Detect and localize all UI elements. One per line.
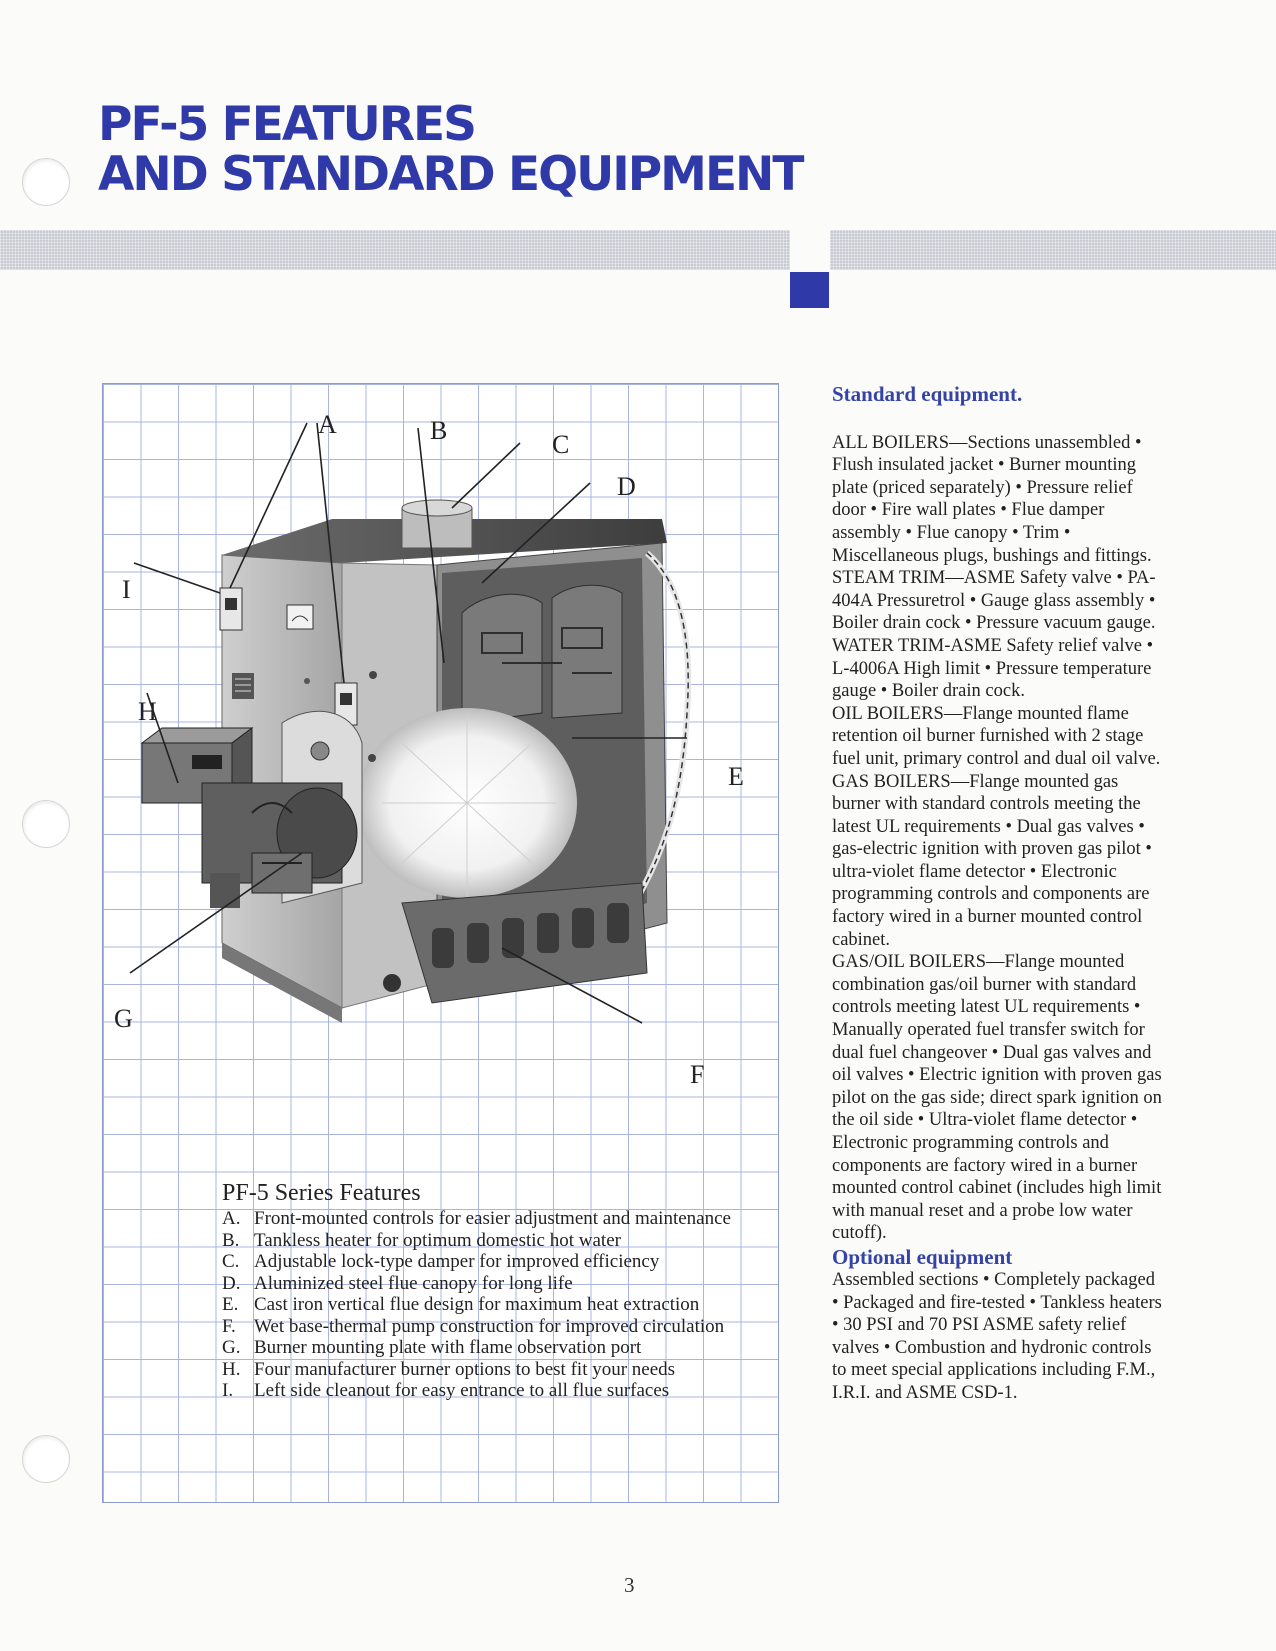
feature-letter: C. xyxy=(222,1251,240,1272)
callout-a: A xyxy=(318,410,337,439)
page-number: 3 xyxy=(624,1573,635,1597)
feature-letter: H. xyxy=(222,1358,241,1380)
feature-item xyxy=(222,1360,762,1380)
callout-e: E xyxy=(728,762,744,791)
feature-item xyxy=(222,1252,762,1272)
feature-letter: I. xyxy=(222,1380,234,1401)
feature-item xyxy=(222,1274,762,1294)
page-title xyxy=(98,97,803,202)
callout-d: D xyxy=(617,472,636,501)
feature-item xyxy=(222,1295,762,1315)
features-list xyxy=(222,1180,762,1403)
feature-text: Left side cleanout for easy entrance to all flue surfaces xyxy=(254,1380,670,1401)
equipment-paragraph: GAS/OIL BOILERS—Flange mounted combination gas/oil burner with standard controls meeting latest UL requirements • Manually operated fuel transfer switch for dual fuel changeover • Dual gas valves and oil valves • Electric ignition with proven gas pilot on the gas side; direct spark ignition on the oil side • Ultra-violet flame detector • Electronic programming controls and components are factory wired in a burner mounted control cabinet (includes high limit with manual reset and a probe low water cutoff). xyxy=(832,952,1162,1244)
features-heading: PF-5 Series Features xyxy=(222,1180,421,1206)
feature-letter: F. xyxy=(222,1315,236,1337)
callout-h: H xyxy=(138,697,157,726)
cleanout-port xyxy=(383,974,401,992)
feature-text: Aluminized steel flue canopy for long life xyxy=(254,1272,573,1294)
feature-letter: A. xyxy=(222,1208,241,1229)
feature-text: Adjustable lock-type damper for improved efficiency xyxy=(254,1251,660,1272)
optional-equipment-heading: Optional equipment xyxy=(832,1244,1013,1269)
callout-b: B xyxy=(430,416,448,445)
feature-letter: D. xyxy=(222,1272,241,1294)
feature-text: Front-mounted controls for easier adjustment and maintenance xyxy=(254,1208,731,1229)
title-line-1: PF-5 FEATURES xyxy=(98,97,475,152)
boiler-cutaway-illustration xyxy=(102,383,777,1123)
accent-square xyxy=(790,272,829,308)
header-band-right xyxy=(830,230,1276,270)
feature-item xyxy=(222,1231,762,1251)
feature-letter: E. xyxy=(222,1294,239,1315)
callout-i: I xyxy=(122,575,131,604)
equipment-paragraph: GAS BOILERS—Flange mounted gas burner with standard controls meeting the latest UL requirements • Dual gas valves • gas-electric ignition with proven gas pilot • ultra-violet flame detector • Electronic programming controls and components are factory wired in a burner mounted control cabinet. xyxy=(832,771,1152,950)
binder-hole-middle xyxy=(22,800,70,848)
standard-equipment-heading: Standard equipment. xyxy=(832,382,1023,406)
feature-item xyxy=(222,1317,762,1337)
equipment-column xyxy=(832,383,1162,1405)
feature-text: Tankless heater for optimum domestic hot water xyxy=(254,1229,621,1251)
feature-item xyxy=(222,1209,762,1229)
feature-letter: B. xyxy=(222,1229,240,1251)
equipment-paragraph: STEAM TRIM—ASME Safety valve • PA-404A Pressuretrol • Gauge glass assembly • Boiler drain cock • Pressure vacuum gauge. xyxy=(832,568,1156,634)
equipment-paragraph: WATER TRIM-ASME Safety relief valve • L-4006A High limit • Pressure temperature gauge • Boiler drain cock. xyxy=(832,635,1154,702)
callout-g: G xyxy=(114,1004,133,1033)
optional-equipment-text: Assembled sections • Completely packaged • Packaged and fire-tested • Tankless heaters • 30 PSI and 70 PSI ASME safety relief valves • Combustion and hydronic controls to meet special applications including F.M., I.R.I. and ASME CSD-1. xyxy=(832,1269,1162,1403)
feature-text: Four manufacturer burner options to best fit your needs xyxy=(254,1358,676,1380)
callout-c: C xyxy=(552,430,570,459)
gauge xyxy=(287,605,313,629)
feature-text: Wet base-thermal pump construction for improved circulation xyxy=(254,1315,725,1337)
feature-text: Cast iron vertical flue design for maximum heat extraction xyxy=(254,1294,700,1315)
callout-f: F xyxy=(690,1060,705,1089)
feature-item xyxy=(222,1381,762,1401)
feature-item xyxy=(222,1338,762,1358)
binder-hole-bottom xyxy=(22,1435,70,1483)
equipment-paragraph: ALL BOILERS—Sections unassembled • Flush insulated jacket • Burner mounting plate (priced separately) • Pressure relief door • Fire wall plates • Flue damper assembly • Flue canopy • Trim • Miscellaneous plugs, bushings and fittings. xyxy=(832,432,1152,566)
title-line-2: AND STANDARD EQUIPMENT xyxy=(98,147,803,202)
binder-hole-top xyxy=(22,158,70,206)
rating-plate xyxy=(232,673,254,699)
feature-letter: G. xyxy=(222,1337,241,1358)
feature-text: Burner mounting plate with flame observation port xyxy=(254,1337,642,1358)
header-band-left xyxy=(0,230,790,270)
equipment-paragraph: OIL BOILERS—Flange mounted flame retention oil burner furnished with 2 stage fuel unit, primary control and dual oil valve. xyxy=(832,703,1161,769)
